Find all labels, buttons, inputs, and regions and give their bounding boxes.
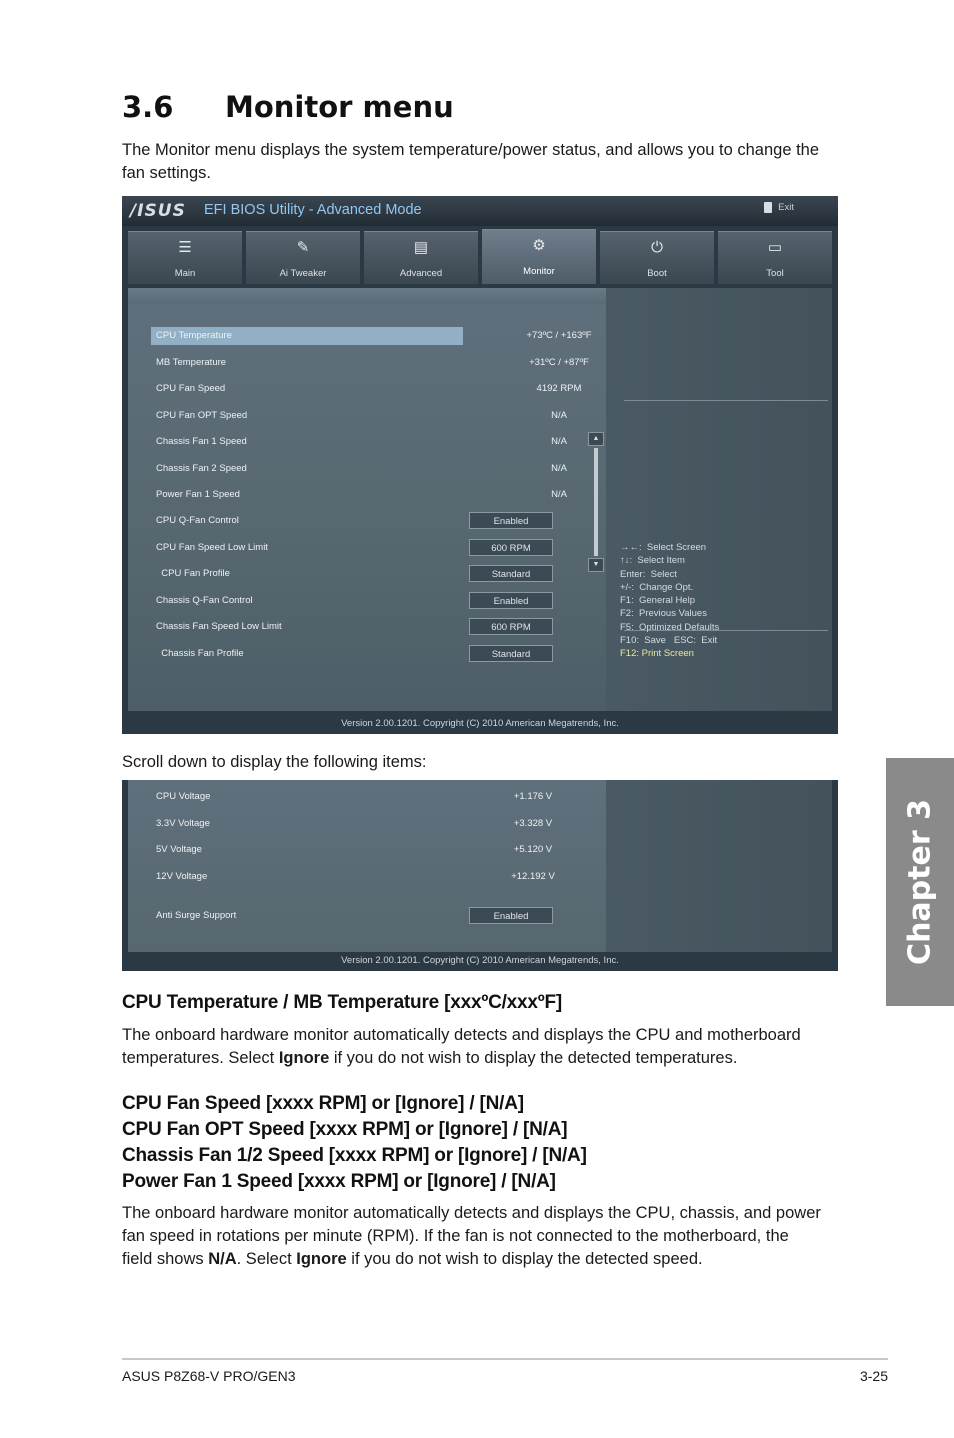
row-label: Chassis Fan 2 Speed [156,463,247,474]
row-label: Chassis Q-Fan Control [156,595,253,606]
row-value: N/A [551,463,567,474]
tab-label: Boot [647,268,667,279]
row-chassis-fan-2-speed[interactable] [151,460,567,478]
row-cpu-fan-speed[interactable] [151,380,582,398]
help-line: F2: Previous Values [620,608,707,620]
bios-title-bar [122,196,838,226]
row-label: CPU Fan Speed [156,383,226,394]
exit-button[interactable]: Exit [778,202,794,213]
scroll-up-arrow[interactable]: ▲ [588,432,604,446]
bold-term: Ignore [278,1049,330,1067]
option-button[interactable]: Enabled [469,592,553,609]
row-value: +1.176 V [513,791,553,802]
scroll-down-arrow[interactable]: ▼ [588,558,604,572]
divider [624,400,828,401]
row-cpu-q-fan-control[interactable] [151,512,529,530]
row-chassis-fan-speed-low-limit[interactable] [151,618,531,636]
option-button[interactable]: Standard [469,565,553,582]
tab-monitor[interactable] [482,229,596,284]
row-label: Anti Surge Support [156,910,237,921]
help-line: Enter: Select [620,568,678,580]
text: . Select [236,1250,297,1268]
row-chassis-fan-1-speed[interactable] [151,433,567,451]
row-label: Chassis Fan Profile [156,648,244,659]
help-line: F1: General Help [620,595,695,607]
row-cpu-voltage[interactable] [151,788,553,806]
page-number: 3-25 [859,1368,888,1384]
text: The onboard hardware monitor automatically detects and displays the CPU and motherboard temperatures. Select [122,1026,801,1067]
row-value: N/A [551,489,567,500]
fan-heading-4: Power Fan 1 Speed [xxxx RPM] or [Ignore] / [N/A] [122,1171,556,1192]
section-number: 3.6 [122,90,174,124]
bios-version: Version 2.00.1201. Copyright (C) 2010 American Megatrends, Inc. [341,955,619,966]
menu-list-icon: ☰ [178,239,192,256]
fan-description [122,1202,822,1271]
row-label: Power Fan 1 Speed [156,489,240,500]
row-label: 3.3V Voltage [156,818,210,829]
row-label: Chassis Fan Speed Low Limit [156,621,282,632]
row-label: MB Temperature [156,357,227,368]
bios-version: Version 2.00.1201. Copyright (C) 2010 American Megatrends, Inc. [341,718,619,729]
tab-main[interactable] [128,231,242,284]
row-value: +73ºC / +163ºF [526,330,592,341]
tab-advanced[interactable] [364,231,478,284]
option-button[interactable]: Enabled [469,907,553,924]
section-title: Monitor menu [225,90,454,124]
bios-main-panel [128,780,832,952]
row-value: +31ºC / +87ºF [529,357,589,368]
help-panel [606,780,832,952]
tab-tool[interactable] [718,231,832,284]
fan-heading-1: CPU Fan Speed [xxxx RPM] or [Ignore] / [N/A] [122,1093,524,1114]
tab-ai-tweaker[interactable] [246,231,360,284]
tab-label: Ai Tweaker [279,268,327,279]
help-line: →←: Select Screen [620,542,707,553]
row-label: CPU Fan Speed Low Limit [156,542,268,553]
row-chassis-fan-profile[interactable] [151,645,531,663]
option-button[interactable]: 600 RPM [469,618,553,635]
text: The onboard hardware monitor automatically detects and displays the CPU, chassis, and power fan speed in rotations per minute (RPM). If the fan is not connected to the motherboard, the field shows [122,1204,821,1268]
monitor-icon: ⚙ [532,237,546,254]
bios-main-panel [128,288,832,711]
row-value: +5.120 V [513,844,553,855]
fan-heading-3: Chassis Fan 1/2 Speed [xxxx RPM] or [Ignore] / [N/A] [122,1145,587,1166]
scrollbar-track[interactable] [594,448,598,556]
scroll-note: Scroll down to display the following items: [122,753,427,771]
row-anti-surge-support[interactable] [151,907,529,925]
tab-label: Monitor [523,266,555,277]
bold-term: Ignore [296,1250,347,1268]
row-chassis-q-fan-control[interactable] [151,592,529,610]
option-button[interactable]: Standard [469,645,553,662]
bios-title: EFI BIOS Utility - Advanced Mode [204,202,422,218]
temp-description [122,1024,842,1070]
row-label: CPU Q-Fan Control [156,515,239,526]
exit-icon[interactable] [764,202,772,213]
row-cpu-fan-profile[interactable] [151,565,531,583]
row-label: Chassis Fan 1 Speed [156,436,247,447]
bold-term: N/A [208,1250,237,1268]
row-cpu-temperature[interactable] [151,327,592,345]
tab-label: Tool [766,268,784,279]
help-line: F10: Save ESC: Exit [620,635,718,647]
intro-text: The Monitor menu displays the system temperature/power status, and allows you to change the fan settings. [122,141,820,182]
row-label: CPU Fan Profile [156,568,230,579]
row-value: 4192 RPM [536,383,582,394]
option-button[interactable]: Enabled [469,512,553,529]
text: if you do not wish to display the detected speed. [346,1250,703,1268]
tab-label: Advanced [399,268,443,279]
bios-screen-monitor-scrolled [122,780,838,971]
row-label: 5V Voltage [156,844,202,855]
row-value: N/A [551,436,567,447]
help-line: F5: Optimized Defaults [620,621,720,633]
help-line: ↑↓: Select Item [620,555,685,567]
row-label: CPU Fan OPT Speed [156,410,248,421]
help-line: +/-: Change Opt. [620,581,694,593]
row-power-fan-1-speed[interactable] [151,486,567,504]
row-value: +3.328 V [513,818,553,829]
advanced-icon: ▤ [413,239,429,256]
chapter-tab [886,758,954,1006]
bios-tab-bar [128,231,832,283]
power-icon: ⏻ [651,239,663,256]
bios-screen-monitor [122,196,838,734]
help-line: F12: Print Screen [620,648,694,660]
tab-boot[interactable] [600,231,714,284]
chapter-label: Chapter 3 [902,799,938,965]
row-cpu-fan-opt-speed[interactable] [151,407,567,425]
row-3-3v-voltage[interactable] [151,815,553,833]
text: if you do not wish to display the detected temperatures. [329,1049,738,1067]
row-value: +12.192 V [511,871,555,882]
row-5v-voltage[interactable] [151,841,553,859]
row-label: CPU Voltage [156,791,211,802]
asus-logo: /ISUS [130,201,186,221]
row-12v-voltage[interactable] [151,868,555,886]
row-label: CPU Temperature [156,330,232,341]
temp-heading: CPU Temperature / MB Temperature [xxxºC/xxxºF] [122,992,563,1013]
tool-icon: ▭ [767,239,783,256]
tweaker-icon: ✎ [296,239,310,256]
row-mb-temperature[interactable] [151,354,589,372]
section-heading [122,90,454,124]
row-cpu-fan-speed-low-limit[interactable] [151,539,531,557]
tab-label: Main [174,268,196,279]
fan-heading-2: CPU Fan OPT Speed [xxxx RPM] or [Ignore] / [N/A] [122,1119,568,1140]
key-help [620,541,719,661]
footer-rule [122,1358,888,1360]
option-button[interactable]: 600 RPM [469,539,553,556]
row-value: N/A [551,410,567,421]
row-label: 12V Voltage [156,871,208,882]
footer-model: ASUS P8Z68-V PRO/GEN3 [122,1368,296,1384]
